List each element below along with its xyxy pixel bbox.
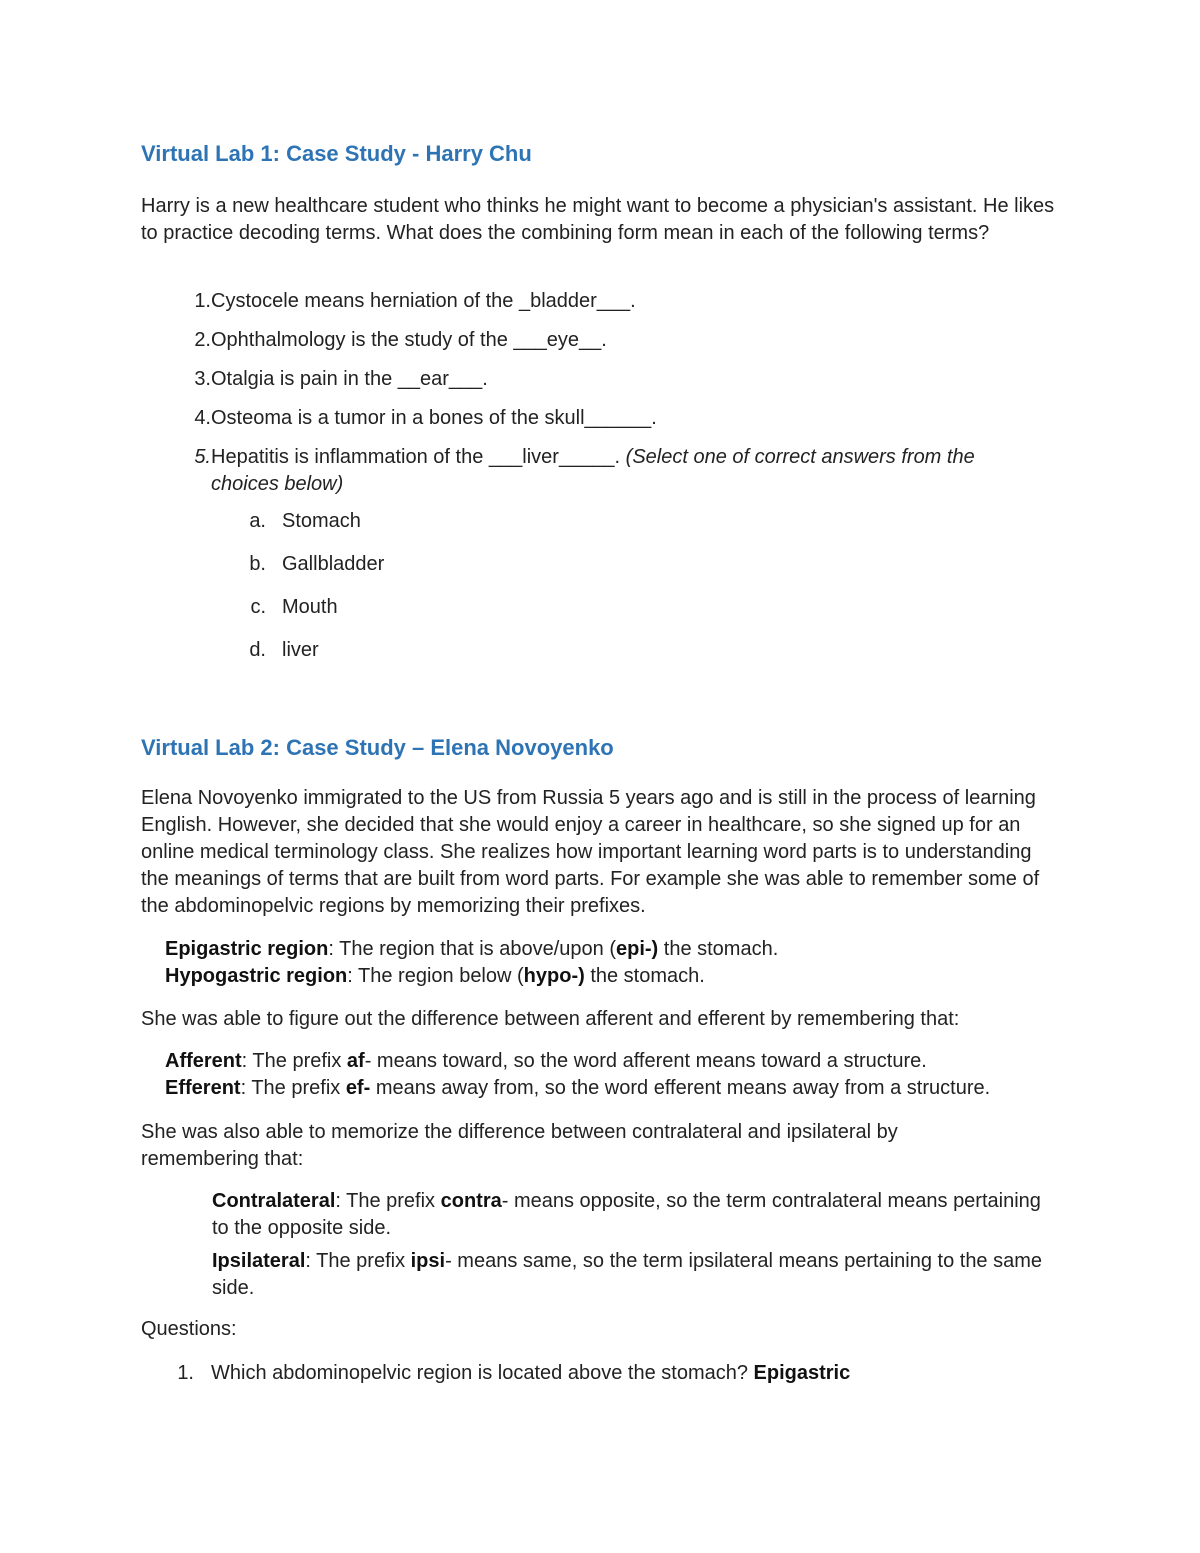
definition-text: - means opposite, so the term contralateral means pertaining to the opposite side. bbox=[212, 1190, 1041, 1239]
afferent-efferent-definitions bbox=[165, 1048, 1065, 1102]
prefix-bold: epi-) bbox=[615, 938, 659, 960]
list-item bbox=[141, 551, 1066, 578]
definition-text: : The prefix bbox=[240, 1077, 346, 1099]
definition-text: : The region below ( bbox=[347, 965, 524, 987]
list-number: 3. bbox=[194, 368, 211, 390]
definition-text: the stomach. bbox=[584, 965, 705, 987]
choice-text: liver bbox=[282, 639, 319, 661]
term-bold: Contralateral bbox=[212, 1190, 336, 1212]
question-note: (Select one of correct answers from the choices below) bbox=[211, 446, 975, 495]
term-bold: Ipsilateral bbox=[212, 1250, 306, 1272]
afferent-definition bbox=[165, 1048, 1065, 1075]
list-item bbox=[141, 327, 1066, 354]
hypogastric-definition bbox=[165, 963, 1065, 990]
region-definitions bbox=[165, 936, 1065, 990]
term-bold: Hypogastric region bbox=[165, 965, 348, 987]
list-item bbox=[141, 444, 1066, 498]
definition-text: : The region that is above/upon ( bbox=[328, 938, 616, 960]
afferent-intro: She was able to figure out the difference between afferent and efferent by remembering that: bbox=[141, 1008, 960, 1030]
choice-letter: a. bbox=[249, 510, 266, 532]
lab1-intro: Harry is a new healthcare student who thinks he might want to become a physician's assistant. He likes to practice decoding terms. What does the combining form mean in each of the following terms? bbox=[141, 195, 1055, 244]
list-item bbox=[141, 508, 1066, 535]
choice-letter: c. bbox=[250, 596, 266, 618]
definition-text: : The prefix bbox=[335, 1190, 441, 1212]
question-text: Osteoma is a tumor in a bones of the skull______. bbox=[211, 407, 657, 429]
contra-ipsi-definitions bbox=[212, 1188, 1057, 1302]
question-text: Hepatitis is inflammation of the ___liver_____. bbox=[211, 446, 626, 468]
definition-text: - means same, so the term ipsilateral means pertaining to the same side. bbox=[212, 1250, 1043, 1299]
list-item bbox=[141, 288, 1066, 315]
questions-label: Questions: bbox=[141, 1318, 237, 1340]
prefix-bold: ef- bbox=[345, 1077, 371, 1099]
list-item bbox=[141, 1360, 1066, 1387]
list-number: 1. bbox=[177, 1362, 194, 1384]
definition-text: the stomach. bbox=[658, 938, 779, 960]
list-item bbox=[141, 594, 1066, 621]
choice-text: Mouth bbox=[282, 596, 338, 618]
prefix-bold: ipsi bbox=[410, 1250, 446, 1272]
list-item bbox=[141, 366, 1066, 393]
list-number: 4. bbox=[194, 407, 211, 429]
question-text: Otalgia is pain in the __ear___. bbox=[211, 368, 488, 390]
contralateral-intro: She was also able to memorize the difference between contralateral and ipsilateral by remembering that: bbox=[141, 1121, 898, 1170]
question-text: Ophthalmology is the study of the ___eye__. bbox=[211, 329, 607, 351]
term-bold: Epigastric region bbox=[165, 938, 329, 960]
list-number: 5. bbox=[194, 446, 211, 468]
choice-text: Gallbladder bbox=[282, 553, 385, 575]
list-item bbox=[141, 405, 1066, 432]
list-number: 1. bbox=[194, 290, 211, 312]
definition-text: means away from, so the word efferent means away from a structure. bbox=[370, 1077, 991, 1099]
lab2-intro: Elena Novoyenko immigrated to the US from Russia 5 years ago and is still in the process of learning English. However, she decided that she would enjoy a career in healthcare, so she signed up for an online medical terminology class. She realizes how important learning word parts is to understanding the meanings of terms that are built from word parts. For example she was able to remember some of the abdominopelvic regions by memorizing their prefixes. bbox=[141, 787, 1040, 917]
choice-text: Stomach bbox=[282, 510, 361, 532]
lab1-question-list bbox=[141, 288, 1066, 508]
answer-bold: Epigastric bbox=[753, 1362, 851, 1384]
prefix-bold: hypo-) bbox=[523, 965, 585, 987]
term-bold: Afferent bbox=[165, 1050, 242, 1072]
definition-text: - means toward, so the word afferent means toward a structure. bbox=[364, 1050, 927, 1072]
ipsilateral-definition bbox=[212, 1248, 1057, 1302]
choice-letter: d. bbox=[249, 639, 266, 661]
question-text: Cystocele means herniation of the _bladder___. bbox=[211, 290, 636, 312]
choice-letter: b. bbox=[249, 553, 266, 575]
lab1-choice-list bbox=[141, 508, 1066, 664]
question-text: Which abdominopelvic region is located above the stomach? bbox=[211, 1362, 754, 1384]
definition-text: : The prefix bbox=[241, 1050, 347, 1072]
list-item bbox=[141, 637, 1066, 664]
contralateral-definition bbox=[212, 1188, 1057, 1242]
prefix-bold: contra bbox=[440, 1190, 502, 1212]
prefix-bold: af bbox=[346, 1050, 365, 1072]
definition-text: : The prefix bbox=[305, 1250, 411, 1272]
efferent-definition bbox=[165, 1075, 1065, 1102]
list-number: 2. bbox=[194, 329, 211, 351]
term-bold: Efferent bbox=[165, 1077, 241, 1099]
lab1-heading: Virtual Lab 1: Case Study - Harry Chu bbox=[141, 141, 532, 166]
lab2-heading: Virtual Lab 2: Case Study – Elena Novoyenko bbox=[141, 735, 614, 760]
epigastric-definition bbox=[165, 936, 1065, 963]
